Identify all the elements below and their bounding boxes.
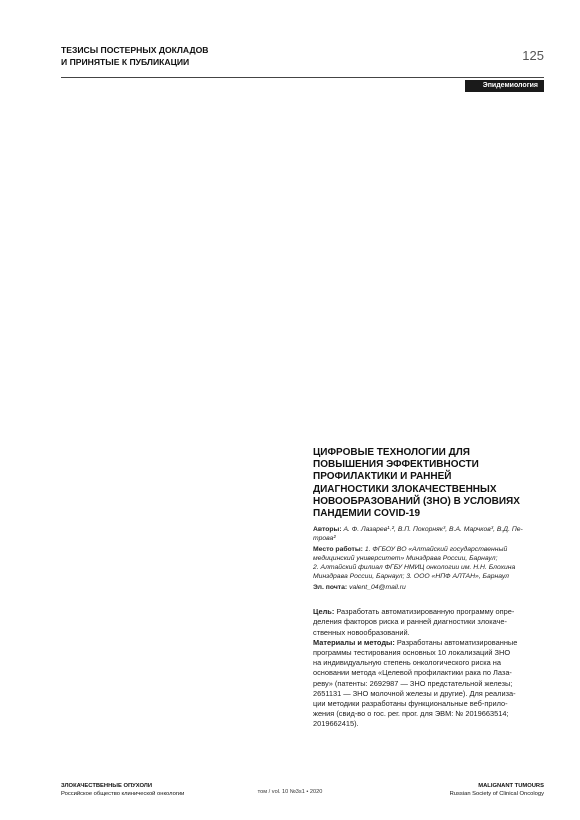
workplace-line: 1. ФГБОУ ВО «Алтайский государственный [364,546,508,554]
goal-label: Цель: [313,607,335,617]
running-header-line-1: ТЕЗИСЫ ПОСТЕРНЫХ ДОКЛАДОВ [61,45,209,55]
running-header-line-2: И ПРИНЯТЫЕ К ПУБЛИКАЦИИ [61,57,190,67]
email-label: Эл. почта: [313,584,348,592]
methods-line: Разработаны автоматизированные [396,637,518,647]
abstract [313,447,549,730]
methods-line: ции методики разработаны функциональные веб-прило- [313,699,508,709]
abstract-body [313,607,549,729]
goal-line: деления факторов риска и ранней диагностики злокаче- [313,617,507,627]
methods-line: на индивидуальную степень онкологического риска на [313,658,501,668]
page-number: 125 [522,48,544,63]
title-line: ДИАГНОСТИКИ ЗЛОКАЧЕСТВЕННЫХ [313,483,497,495]
methods-line: жения (свид-во о гос. рег. прог. для ЭВМ: № 2019663514; [313,709,509,719]
footer-journal-title: ЗЛОКАЧЕСТВЕННЫЕ ОПУХОЛИ [61,783,153,789]
title-line: НОВООБРАЗОВАНИЙ (ЗНО) В УСЛОВИЯХ [313,495,520,507]
methods-line: основании метода «Целевой профилактики рака по Лаза- [313,668,512,678]
workplace-label: Место работы: [313,546,363,554]
workplace-line: 2. Алтайский филиал ФГБУ НМИЦ онкологии им. Н.Н. Блохина [313,564,516,572]
methods-label: Материалы и методы: [313,637,395,647]
authors-text-cont: трова² [313,535,336,543]
workplace-line: Минздрава России, Барнаул; 3. ООО «НПФ АЛТАН», Барнаул [313,573,509,581]
workplace-line: медицинский университет» Минздрава России, Барнаул; [313,555,498,563]
footer-journal-title-en: MALIGNANT TUMOURS [478,783,544,789]
header-divider [61,77,544,78]
methods-line: программы тестирования основных 10 локализаций ЗНО [313,648,511,658]
authors-label: Авторы: [313,526,342,534]
email-address: valent_04@mail.ru [349,584,406,592]
methods-line: 2019662415). [313,719,359,729]
footer-society-en: Russian Society of Clinical Oncology [449,790,544,797]
running-header [61,44,208,68]
footer-journal-en [450,783,544,798]
title-line: ПРОФИЛАКТИКИ И РАННЕЙ [313,471,452,483]
abstract-title [313,447,549,520]
workplace [313,545,549,581]
email [313,583,549,592]
goal-line: ственных новообразований. [313,627,410,637]
footer-volume: том / vol. 10 №3s1 • 2020 [257,789,323,795]
title-line: ПАНДЕМИИ COVID-19 [313,508,421,520]
methods-line: 2651131 — ЗНО молочной железы и другие). Для реализа- [313,688,516,698]
title-line: ЦИФРОВЫЕ ТЕХНОЛОГИИ ДЛЯ [313,447,470,458]
title-line: ПОВЫШЕНИЯ ЭФФЕКТИВНОСТИ [313,459,479,471]
footer-society: Российское общество клинической онкологии [61,790,185,797]
methods-line: реву» (патенты: 2692987 — ЗНО предстательной железы; [313,678,513,688]
authors-text: А. Ф. Лазарев¹˒², В.П. Покорняк³, В.А. Марчков³, В.Д. Пе- [343,526,523,534]
authors [313,525,549,543]
goal-line: Разработать автоматизированную программу опре- [336,607,515,617]
section-badge: Эпидемиология [465,80,544,92]
